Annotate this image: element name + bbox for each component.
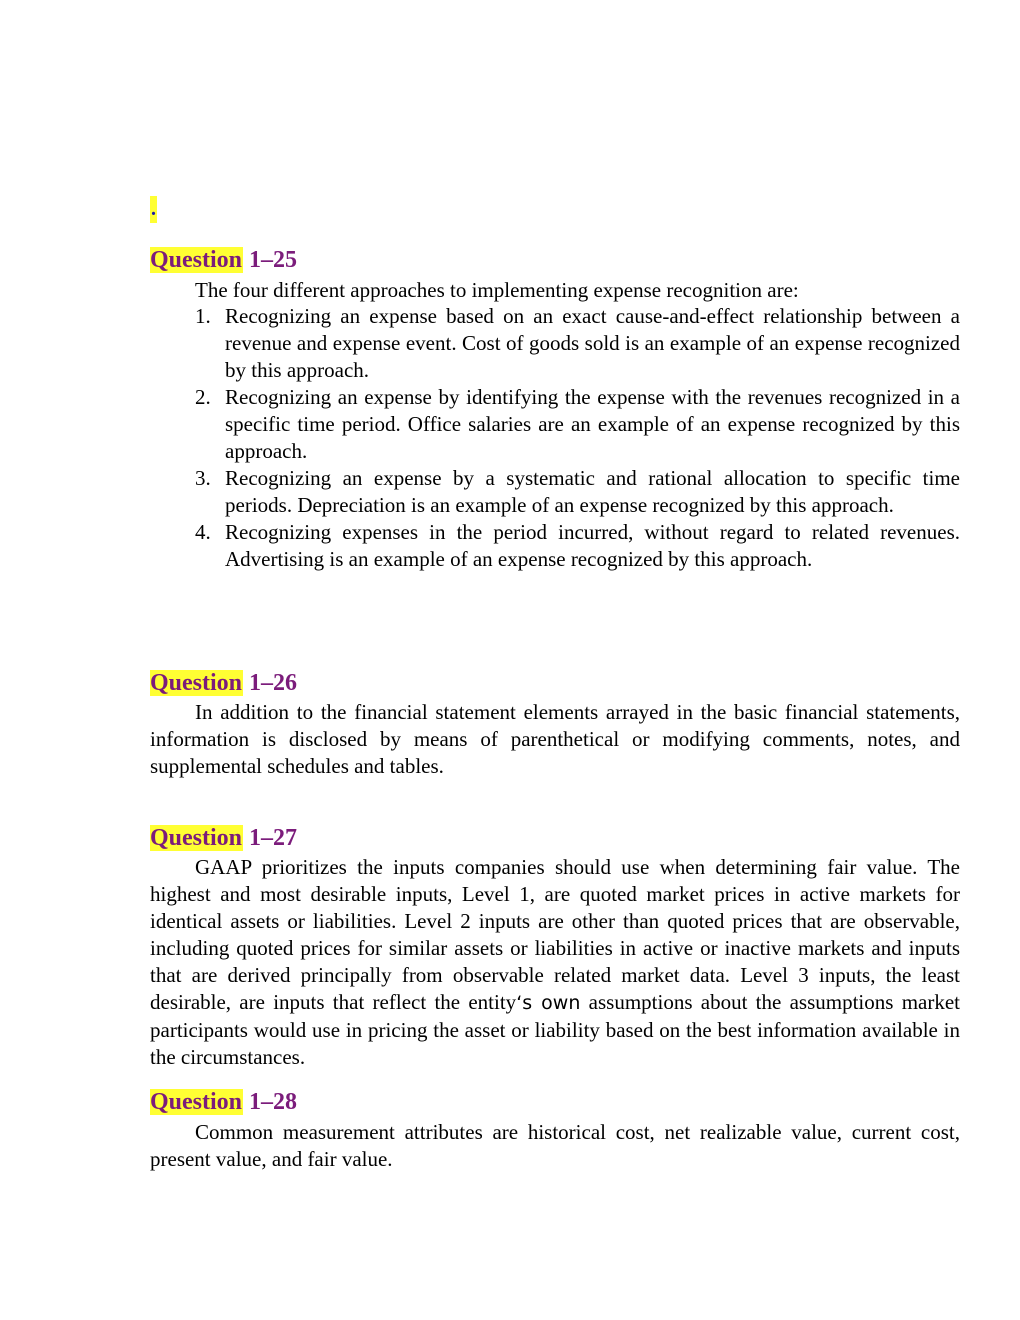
question-word: Question (150, 1089, 243, 1115)
q27-paragraph (150, 854, 960, 1071)
list-item-number: 2. (195, 385, 211, 409)
question-word: Question (150, 670, 243, 696)
question-number: 1–27 (249, 825, 298, 851)
list-item (195, 519, 960, 573)
list-item-text: Recognizing an expense based on an exact cause-and-effect relationship between a revenue and expense event. Cost of goods sold is an example of an expense recognized by this approach. (225, 304, 960, 382)
list-item (195, 465, 960, 519)
question-heading-1-25 (150, 246, 297, 274)
q25-intro: The four different approaches to implementing expense recognition are: (195, 278, 799, 302)
question-heading-1-28 (150, 1088, 297, 1116)
question-number: 1–25 (249, 247, 298, 273)
question-word: Question (150, 247, 243, 273)
q27-text-part2: ‘s own (516, 992, 581, 1014)
q27-text-part1: GAAP prioritizes the inputs companies should use when determining fair value. The highest and most desirable inputs, Level 1, are quoted market prices in active markets for identical assets or liabilities. Level 2 inputs are other than quoted prices that are observable, including quoted prices for similar assets or liabilities in active or inactive markets and inputs that are derived principally from observable related market data. Level 3 inputs, the least desirable, are inputs that reflect the entity (150, 855, 960, 1014)
q26-paragraph: In addition to the financial statement elements arrayed in the basic financial statements, information is disclosed by means of parenthetical or modifying comments, notes, and supplemental schedules and tables. (150, 700, 960, 778)
list-item (195, 303, 960, 384)
question-heading-1-27 (150, 824, 297, 852)
question-heading-1-26 (150, 669, 297, 697)
list-item-number: 4. (195, 520, 211, 544)
list-item-number: 1. (195, 304, 211, 328)
list-item (195, 384, 960, 465)
q28-paragraph: Common measurement attributes are historical cost, net realizable value, current cost, present value, and fair value. (150, 1120, 960, 1171)
q27-text-part3: assumptions about the assumptions market participants would use in pricing the asset or liability based on the best information available in the circumstances. (150, 990, 960, 1069)
list-item-text: Recognizing expenses in the period incurred, without regard to related revenues. Advertising is an example of an expense recognized by this approach. (225, 520, 960, 571)
list-item-number: 3. (195, 466, 211, 490)
expense-recognition-list (195, 303, 960, 573)
question-number: 1–26 (249, 670, 298, 696)
list-item-text: Recognizing an expense by a systematic and rational allocation to specific time periods. Depreciation is an example of an expense recognized by this approach. (225, 466, 960, 517)
list-item-text: Recognizing an expense by identifying the expense with the revenues recognized in a specific time period. Office salaries are an example of an expense recognized by this approach. (225, 385, 960, 463)
question-word: Question (150, 825, 243, 851)
highlight-marker: . (150, 196, 157, 223)
question-number: 1–28 (249, 1089, 298, 1115)
